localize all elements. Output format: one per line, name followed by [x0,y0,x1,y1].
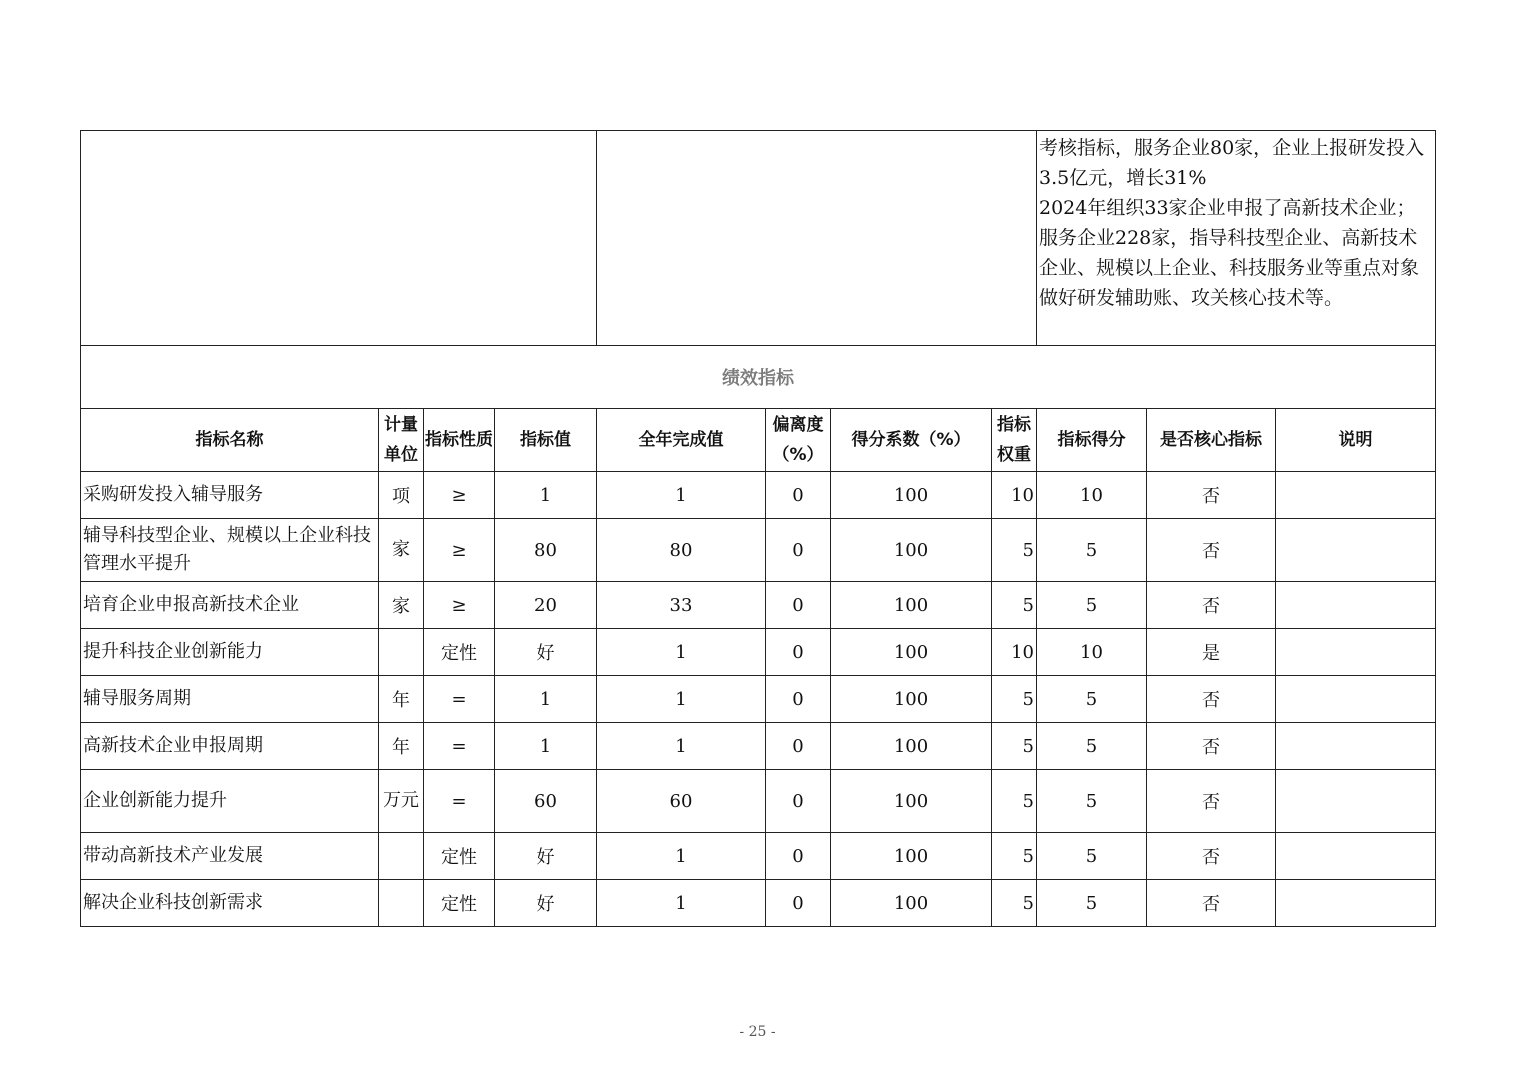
row-unit-cell: 万元 [379,770,424,833]
row-desc-cell [1276,676,1436,723]
table-row [81,629,1436,676]
row-desc-cell [1276,472,1436,519]
row-desc-cell [1276,582,1436,629]
row-nature-cell: 定性 [424,880,495,927]
table-row [81,833,1436,880]
row-weight-cell: 5 [992,519,1037,582]
row-unit-cell: 年 [379,723,424,770]
row-deviation-cell: 0 [766,880,831,927]
row-weight-cell: 5 [992,676,1037,723]
row-coef-cell: 100 [831,629,992,676]
row-name-cell: 培育企业申报高新技术企业 [81,582,379,629]
section-title: 绩效指标 [81,346,1436,409]
row-actual-cell: 33 [597,582,766,629]
row-nature-cell: ≥ [424,472,495,519]
row-core-cell: 是 [1147,629,1276,676]
row-unit-cell: 年 [379,676,424,723]
row-score-cell: 5 [1037,723,1147,770]
row-score-cell: 5 [1037,880,1147,927]
row-name-cell: 提升科技企业创新能力 [81,629,379,676]
row-weight-cell: 5 [992,723,1037,770]
row-unit-cell [379,629,424,676]
row-unit-cell [379,833,424,880]
row-desc-cell [1276,629,1436,676]
row-actual-cell: 1 [597,880,766,927]
header-name: 指标名称 [81,409,379,472]
row-value-cell: 20 [495,582,597,629]
row-coef-cell: 100 [831,676,992,723]
row-value-cell: 60 [495,770,597,833]
row-core-cell: 否 [1147,519,1276,582]
row-coef-cell: 100 [831,880,992,927]
row-name-cell: 高新技术企业申报周期 [81,723,379,770]
section-title-row [81,346,1436,409]
row-unit-cell [379,880,424,927]
row-desc-cell [1276,770,1436,833]
table-row [81,723,1436,770]
row-coef-cell: 100 [831,770,992,833]
row-score-cell: 10 [1037,472,1147,519]
row-actual-cell: 80 [597,519,766,582]
header-weight: 指标权重 [992,409,1037,472]
row-desc-cell [1276,519,1436,582]
row-core-cell: 否 [1147,676,1276,723]
row-desc-cell [1276,880,1436,927]
row-value-cell: 好 [495,629,597,676]
row-coef-cell: 100 [831,472,992,519]
row-value-cell: 1 [495,676,597,723]
row-nature-cell: ≥ [424,519,495,582]
table-header-row [81,409,1436,472]
row-nature-cell: = [424,770,495,833]
header-desc: 说明 [1276,409,1436,472]
row-name-cell: 辅导科技型企业、规模以上企业科技管理水平提升 [81,519,379,582]
row-coef-cell: 100 [831,833,992,880]
performance-table [80,130,1436,927]
row-name-cell: 解决企业科技创新需求 [81,880,379,927]
row-value-cell: 1 [495,723,597,770]
row-weight-cell: 5 [992,770,1037,833]
page-number: - 25 - [739,1024,776,1040]
row-coef-cell: 100 [831,582,992,629]
row-value-cell: 好 [495,880,597,927]
row-desc-cell [1276,833,1436,880]
table-row [81,519,1436,582]
row-actual-cell: 1 [597,472,766,519]
row-core-cell: 否 [1147,582,1276,629]
top-note-text: 考核指标，服务企业80家，企业上报研发投入3.5亿元，增长31% 2024年组织33家企业申报了高新技术企业；服务企业228家，指导科技型企业、高新技术企业、规模以上企业、科技服务业等重点对象做好研发辅助账、攻关核心技术等。 [1039,137,1425,309]
row-actual-cell: 1 [597,723,766,770]
table-row [81,770,1436,833]
row-actual-cell: 1 [597,676,766,723]
empty-cell-left [81,131,597,346]
row-actual-cell: 1 [597,833,766,880]
row-score-cell: 5 [1037,582,1147,629]
row-name-cell: 辅导服务周期 [81,676,379,723]
row-unit-cell: 项 [379,472,424,519]
row-value-cell: 80 [495,519,597,582]
row-core-cell: 否 [1147,723,1276,770]
row-coef-cell: 100 [831,723,992,770]
row-core-cell: 否 [1147,472,1276,519]
row-nature-cell: = [424,723,495,770]
top-note-cell [1037,131,1436,346]
row-deviation-cell: 0 [766,519,831,582]
row-weight-cell: 5 [992,582,1037,629]
header-core: 是否核心指标 [1147,409,1276,472]
row-value-cell: 好 [495,833,597,880]
header-coef: 得分系数（%） [831,409,992,472]
row-actual-cell: 1 [597,629,766,676]
row-nature-cell: 定性 [424,833,495,880]
row-deviation-cell: 0 [766,770,831,833]
row-deviation-cell: 0 [766,472,831,519]
row-weight-cell: 5 [992,833,1037,880]
row-score-cell: 5 [1037,676,1147,723]
row-actual-cell: 60 [597,770,766,833]
row-core-cell: 否 [1147,833,1276,880]
row-deviation-cell: 0 [766,723,831,770]
row-nature-cell: = [424,676,495,723]
row-nature-cell: ≥ [424,582,495,629]
row-weight-cell: 10 [992,629,1037,676]
header-nature: 指标性质 [424,409,495,472]
header-deviation: 偏离度（%） [766,409,831,472]
row-weight-cell: 5 [992,880,1037,927]
row-name-cell: 企业创新能力提升 [81,770,379,833]
table-row [81,472,1436,519]
row-deviation-cell: 0 [766,582,831,629]
header-score: 指标得分 [1037,409,1147,472]
header-value: 指标值 [495,409,597,472]
header-actual: 全年完成值 [597,409,766,472]
row-name-cell: 带动高新技术产业发展 [81,833,379,880]
row-score-cell: 5 [1037,770,1147,833]
row-value-cell: 1 [495,472,597,519]
row-name-cell: 采购研发投入辅导服务 [81,472,379,519]
row-score-cell: 5 [1037,519,1147,582]
row-core-cell: 否 [1147,770,1276,833]
row-desc-cell [1276,723,1436,770]
table-row [81,582,1436,629]
top-note-row [81,131,1436,346]
table-row [81,880,1436,927]
row-unit-cell: 家 [379,582,424,629]
row-core-cell: 否 [1147,880,1276,927]
row-unit-cell: 家 [379,519,424,582]
row-score-cell: 5 [1037,833,1147,880]
row-weight-cell: 10 [992,472,1037,519]
empty-cell-middle [597,131,1037,346]
row-deviation-cell: 0 [766,833,831,880]
row-deviation-cell: 0 [766,676,831,723]
header-unit: 计量单位 [379,409,424,472]
table-row [81,676,1436,723]
row-nature-cell: 定性 [424,629,495,676]
row-score-cell: 10 [1037,629,1147,676]
row-deviation-cell: 0 [766,629,831,676]
row-coef-cell: 100 [831,519,992,582]
